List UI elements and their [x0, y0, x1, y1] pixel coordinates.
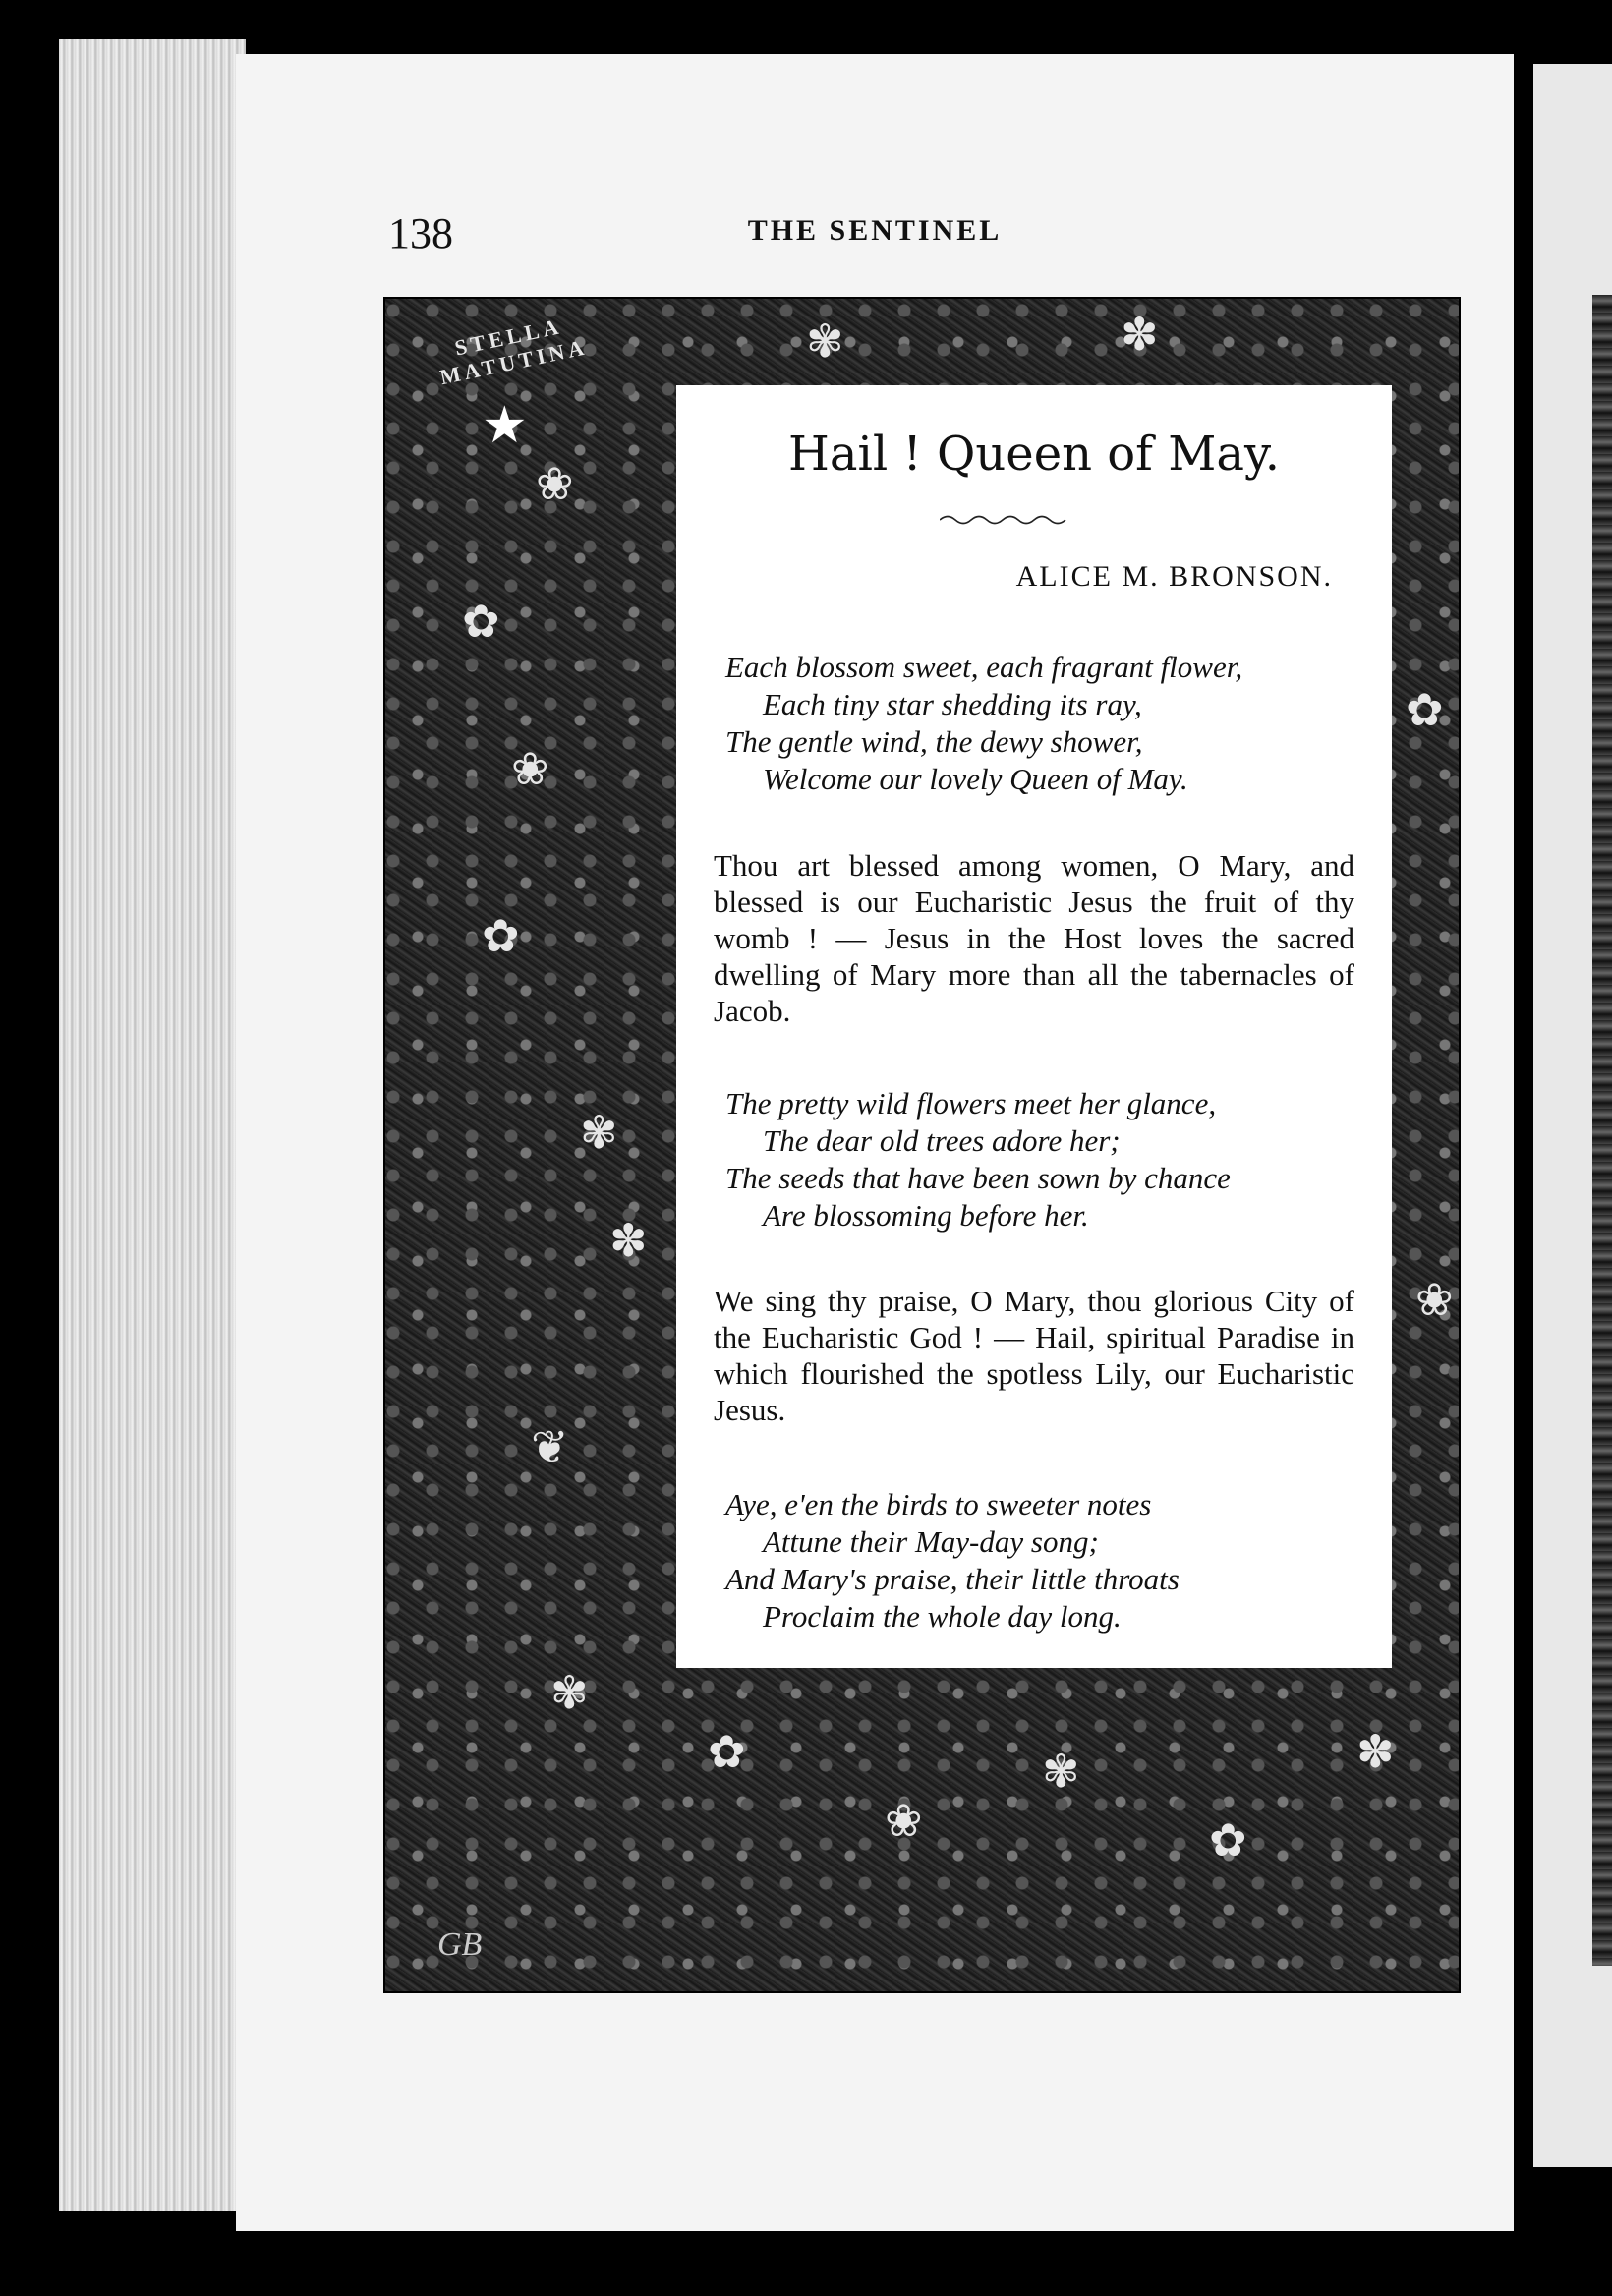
daisy-icon: ❀ — [1415, 1275, 1454, 1325]
bellflower-icon: ✿ — [482, 911, 520, 961]
verse-line: Each blossom sweet, each fragrant flower, — [725, 650, 1243, 684]
daisy-icon: ✾ — [580, 1108, 618, 1158]
running-title: THE SENTINEL — [747, 214, 1003, 247]
bellflower-icon: ❀ — [511, 744, 549, 794]
prose-paragraph: Thou art blessed among women, O Mary, and blessed is our Eucharistic Jesus the fruit of thy womb ! — Jesus in the Host loves the sacred dwelling of Mary more than all the tabernacles of Jacob. — [714, 848, 1354, 1028]
verse-line: Welcome our lovely Queen of May. — [763, 762, 1188, 796]
poem-title: Hail ! Queen of May. — [788, 427, 1280, 482]
artist-monogram: GB — [437, 1926, 483, 1963]
title-ornament — [940, 513, 1067, 527]
daisy-icon: ✿ — [1209, 1815, 1247, 1866]
book-page-edges — [59, 39, 246, 2211]
leaf-icon: ❦ — [531, 1422, 569, 1472]
poem-panel — [676, 385, 1392, 1668]
daisy-icon: ✾ — [550, 1668, 589, 1718]
verse-line: The dear old trees adore her; — [763, 1123, 1121, 1158]
page-number: 138 — [388, 209, 453, 258]
verse-line: And Mary's praise, their little throats — [725, 1562, 1180, 1596]
bellflower-icon: ❀ — [536, 459, 574, 509]
star-icon: ★ — [482, 398, 528, 454]
facing-page-illustration-strip — [1592, 295, 1612, 1966]
prose-paragraph: We sing thy praise, O Mary, thou glorious City of the Eucharistic God ! — Hail, spiritual Paradise in which flourished the spotless Lily, our Eucharistic Jesus. — [714, 1284, 1354, 1427]
daisy-icon: ✿ — [708, 1727, 746, 1777]
daisy-icon: ✾ — [1042, 1747, 1080, 1797]
daisy-icon: ✽ — [609, 1216, 648, 1266]
verse-line: Aye, e'en the birds to sweeter notes — [725, 1487, 1152, 1521]
daisy-icon: ✾ — [806, 316, 844, 367]
illustration-motto: STELLA MATUTINA — [437, 314, 590, 390]
daisy-icon: ❀ — [885, 1796, 923, 1846]
bellflower-icon: ✿ — [462, 597, 500, 647]
verse-line: Proclaim the whole day long. — [763, 1599, 1122, 1634]
verse-line: Attune their May-day song; — [763, 1524, 1099, 1559]
daisy-icon: ✿ — [1406, 685, 1444, 735]
verse-line: The gentle wind, the dewy shower, — [725, 724, 1143, 759]
verse-line: The pretty wild flowers meet her glance, — [725, 1086, 1217, 1120]
stanza — [725, 1486, 1180, 1636]
verse-line: The seeds that have been sown by chance — [725, 1161, 1231, 1195]
verse-line: Each tiny star shedding its ray, — [763, 687, 1142, 721]
stanza — [725, 649, 1242, 798]
stanza — [725, 1085, 1231, 1234]
daisy-icon: ✽ — [1356, 1727, 1395, 1777]
verse-line: Are blossoming before her. — [763, 1198, 1089, 1233]
poem-author: ALICE M. BRONSON. — [1015, 560, 1333, 593]
daisy-icon: ✽ — [1121, 310, 1159, 360]
